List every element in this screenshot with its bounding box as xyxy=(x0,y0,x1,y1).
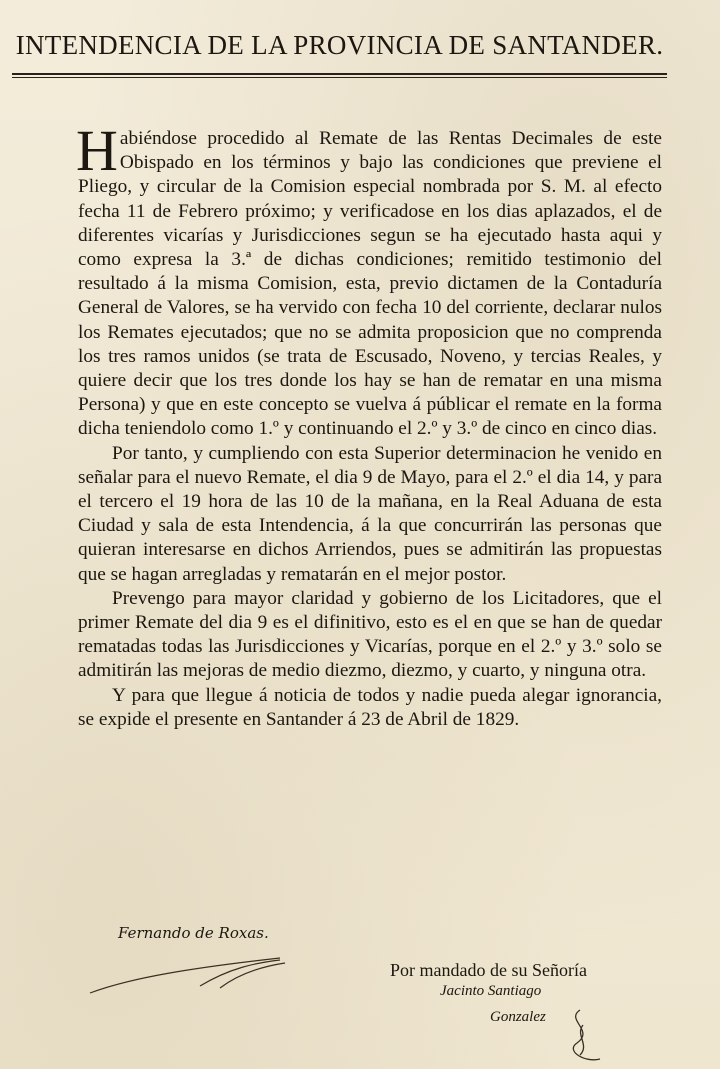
paragraph-1 xyxy=(76,118,662,442)
paragraph-3: Prevengo para mayor claridad y gobierno de los Licitadores, que el primer Remate del dia 9 es el difinitivo, esto es el en que se han de quedar rematadas todas las Jurisdicciones y Vicarías, porque en el 2.º y 3.º solo se admitirán las mejoras de medio diezmo, diezmo, y cuarto, y ninguna otra. xyxy=(78,587,662,682)
signature-fernando: Fernando de Roxas. xyxy=(118,924,269,942)
paragraph-4: Y para que llegue á noticia de todos y nadie pueda alegar ignorancia, se expide el presente en Santander á 23 de Abril de 1829. xyxy=(78,684,662,730)
paragraph-2: Por tanto, y cumpliendo con esta Superior determinacion he venido en señalar para el nuevo Remate, el dia 9 de Mayo, para el 2.º el dia 14, y para el tercero el 19 hora de las 10 de la mañana, en la Real Aduana de esta Ciudad y sala de esta Intendencia, á la que concurrirán las personas que quieran interesarse en dichos Arriendos, pues se admitirán las propuestas que se hagan arregladas y rematarán en el mejor postor. xyxy=(78,442,662,585)
document-title: INTENDENCIA DE LA PROVINCIA DE SANTANDER. xyxy=(15,30,664,60)
signature-gonzalez: Gonzalez xyxy=(490,1009,546,1025)
signature-rubric-icon xyxy=(555,1005,615,1069)
signature-flourish-icon xyxy=(80,938,300,998)
signature-title: Por mandado de su Señoría xyxy=(390,960,587,980)
drop-cap: H xyxy=(76,118,118,183)
title-rule xyxy=(12,73,667,75)
title-rule-thin xyxy=(12,77,667,78)
paragraph-1-text: abiéndose procedido al Remate de las Rentas Decimales de este Obispado en los términos y bajo las condiciones que previene el Pliego, y circular de la Comision especial nombrada por S. M. al efecto fecha 11 de Febrero próximo; y verificadose en los dias aplazados, el de diferentes vicarías y Jurisdicciones segun se ha ejecutado hasta aqui y como expresa la 3.ª de dichas condiciones; remitido testimonio del resultado á la misma Comision, esta, previo dictamen de la Contaduría General de Valores, se ha vervido con fecha 10 del corriente, declarar nulos los Remates ejecutados; que no se admita proposicion que no comprenda los tres ramos unidos (se trata de Escusado, Noveno, y tercias Reales, y quiere decir que los tres donde los hay se han de rematar en una misma Persona) y que en este concepto se vuelva á públicar el remate en la forma dicha teniendolo como 1.º y continuando el 2.º y 3.º de cinco en cinco dias. xyxy=(78,128,662,440)
document-body xyxy=(76,118,662,732)
signature-jacinto: Jacinto Santiago xyxy=(440,983,542,999)
